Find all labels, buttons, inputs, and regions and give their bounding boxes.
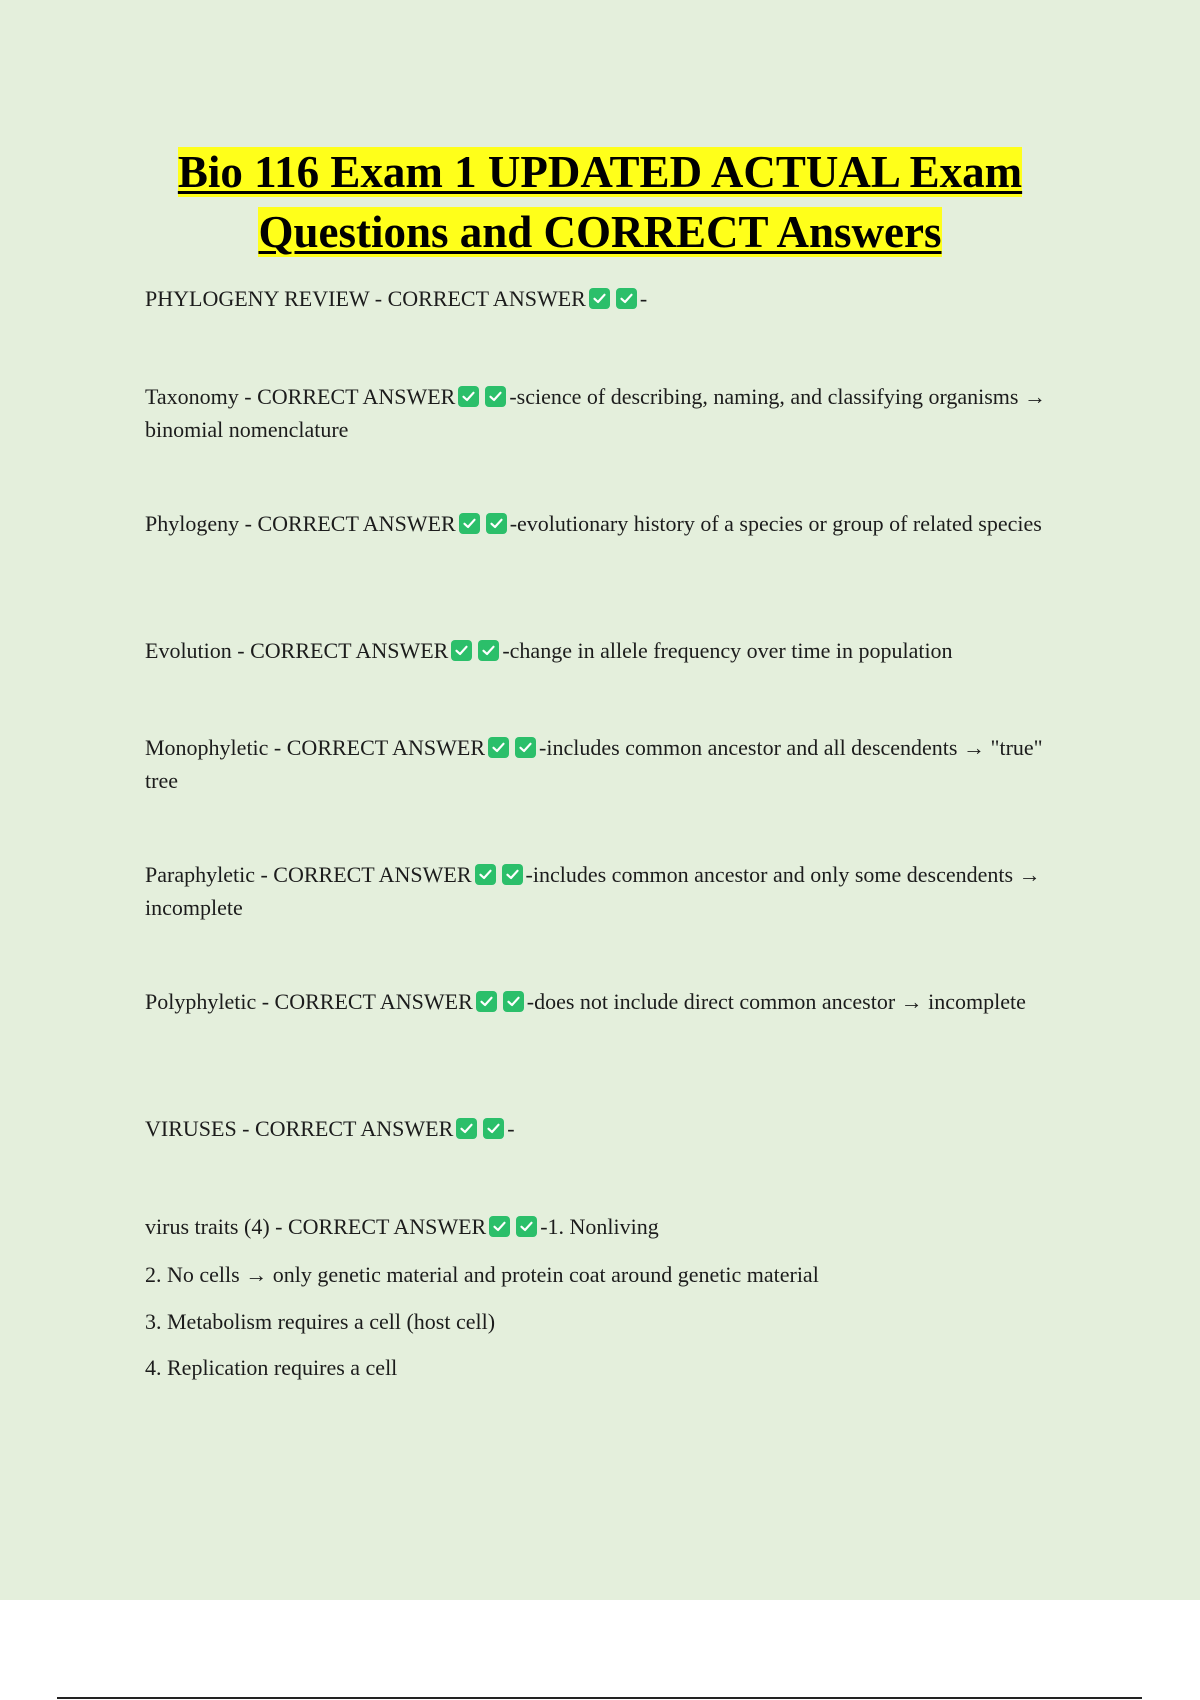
- entry-definition: -: [639, 286, 648, 311]
- check-mark-icon: [458, 386, 479, 407]
- title-line-2: Questions and CORRECT Answers: [258, 207, 942, 257]
- qa-entry: [145, 858, 1080, 924]
- check-mark-icon: [485, 386, 506, 407]
- entry-term: Monophyletic - CORRECT ANSWER: [145, 735, 485, 760]
- qa-entry: [145, 634, 1080, 667]
- entry-term: virus traits (4) - CORRECT ANSWER: [145, 1214, 487, 1239]
- entry-term: VIRUSES - CORRECT ANSWER: [145, 1116, 454, 1141]
- qa-entry: [145, 731, 1080, 797]
- check-mark-icon: [616, 288, 637, 309]
- check-mark-icon: [476, 991, 497, 1012]
- virus-trait-item: 3. Metabolism requires a cell (host cell): [145, 1309, 496, 1334]
- entry-definition: -science of describing, naming, and classifying organisms → binomial nomenclature: [145, 384, 1046, 442]
- qa-entry: [145, 282, 1080, 315]
- entry-definition: -includes common ancestor and all descendents → "true" tree: [145, 735, 1043, 793]
- document-title: [100, 142, 1100, 262]
- qa-entry: [145, 1112, 1080, 1145]
- entry-definition: -does not include direct common ancestor → incomplete: [526, 989, 1026, 1014]
- check-mark-icon: [456, 1118, 477, 1139]
- entry-term: Evolution - CORRECT ANSWER: [145, 638, 449, 663]
- check-mark-icon: [489, 1216, 510, 1237]
- qa-entry: [145, 985, 1080, 1018]
- qa-entry: [145, 507, 1080, 540]
- entry-term: PHYLOGENY REVIEW - CORRECT ANSWER: [145, 286, 586, 311]
- entry-definition: -1. Nonliving: [540, 1214, 659, 1239]
- check-mark-icon: [459, 513, 480, 534]
- virus-trait-item: 2. No cells → only genetic material and protein coat around genetic material: [145, 1262, 819, 1287]
- entry-term: Phylogeny - CORRECT ANSWER: [145, 511, 456, 536]
- entry-definition: -change in allele frequency over time in population: [502, 638, 953, 663]
- qa-entry: [145, 380, 1080, 446]
- entry-definition: -includes common ancestor and only some descendents → incomplete: [145, 862, 1041, 920]
- check-mark-icon: [515, 737, 536, 758]
- check-mark-icon: [516, 1216, 537, 1237]
- footer-divider: [57, 1697, 1142, 1699]
- check-mark-icon: [483, 1118, 504, 1139]
- check-mark-icon: [475, 864, 496, 885]
- check-mark-icon: [478, 640, 499, 661]
- entry-term: Taxonomy - CORRECT ANSWER: [145, 384, 456, 409]
- entry-term: Paraphyletic - CORRECT ANSWER: [145, 862, 472, 887]
- check-mark-icon: [502, 864, 523, 885]
- title-line-1: Bio 116 Exam 1 UPDATED ACTUAL Exam: [177, 147, 1023, 197]
- check-mark-icon: [488, 737, 509, 758]
- check-mark-icon: [451, 640, 472, 661]
- check-mark-icon: [503, 991, 524, 1012]
- entry-term: Polyphyletic - CORRECT ANSWER: [145, 989, 473, 1014]
- qa-entry: [145, 1210, 1080, 1243]
- entry-definition: -: [507, 1116, 515, 1141]
- virus-trait-item: 4. Replication requires a cell: [145, 1355, 398, 1380]
- check-mark-icon: [589, 288, 610, 309]
- entry-definition: -evolutionary history of a species or group of related species: [509, 511, 1042, 536]
- check-mark-icon: [486, 513, 507, 534]
